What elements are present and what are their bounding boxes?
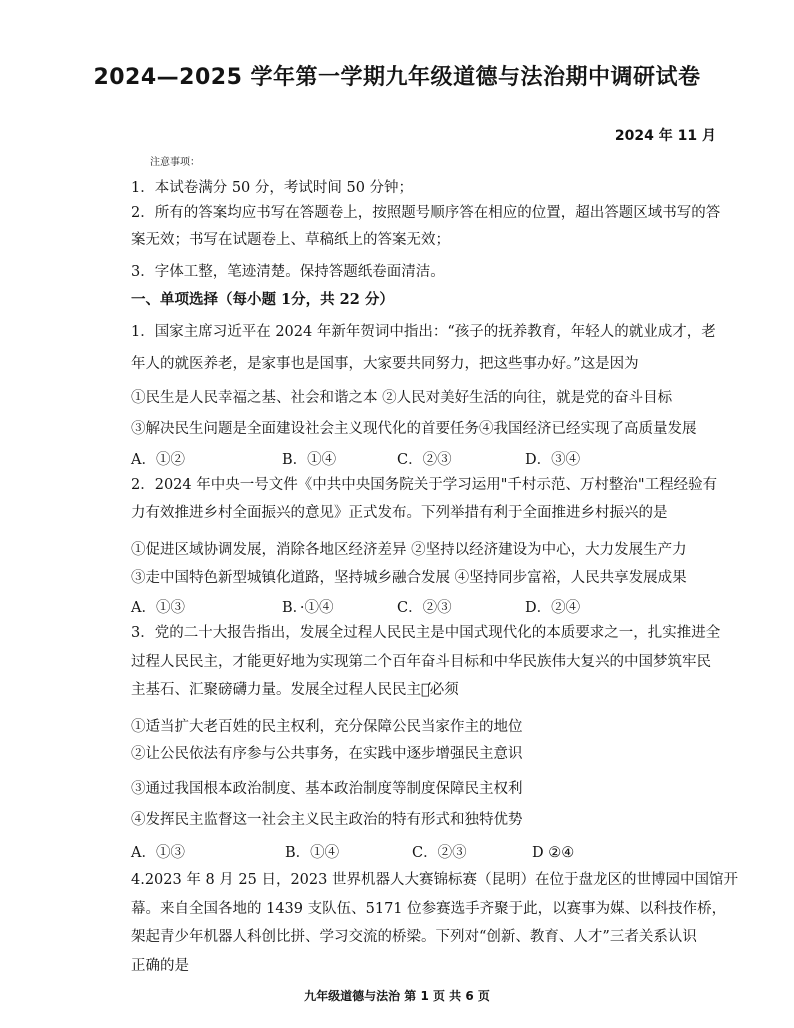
q2-item-2: ③走中国特色新型城镇化道路，坚持城乡融合发展 ④坚持同步富裕，人民共享发展成果: [131, 570, 687, 586]
exam-date: 2024 年 11 月: [614, 128, 716, 144]
q3-stem-2: 过程人民民主，才能更好地为实现第二个百年奋斗目标和中华民族伟大复兴的中国梦筑牢民: [131, 654, 711, 670]
notice-heading: 注意事项：: [150, 157, 200, 168]
q3-choice-b[interactable]: B．①④: [285, 845, 340, 861]
q3-item-2: ②让公民依法有序参与公共事务，在实践中逐步增强民主意识: [131, 746, 523, 762]
notice-line-2: 2．所有的答案均应书写在答题卷上，按照题号顺序答在相应的位置，超出答题区域书写的答: [131, 205, 721, 221]
q1-choice-c[interactable]: C．②③: [397, 452, 452, 468]
q4-stem-1: 4.2023 年 8 月 25 日，2023 世界机器人大赛锦标赛（昆明）在位于盘龙区的世博园中国馆开: [131, 872, 738, 888]
notice-line-4: 3．字体工整，笔迹清楚。保持答题纸卷面清洁。: [131, 264, 445, 280]
q4-stem-2: 幕。来自全国各地的 1439 支队伍、5171 位参赛选手齐聚于此，以赛事为媒、以科技作桥，: [131, 901, 727, 917]
q2-stem-2: 力有效推进乡村全面振兴的意见》正式发布。下列举措有利于全面推进乡村振兴的是: [131, 505, 668, 521]
q2-choice-a[interactable]: A．①③: [131, 600, 185, 616]
section-heading: 一、单项选择（每小题 1分，共 22 分）: [131, 291, 394, 308]
q3-item-3: ③通过我国根本政治制度、基本政治制度等制度保障民主权利: [131, 781, 523, 797]
q4-stem-4: 正确的是: [131, 958, 189, 974]
q1-choice-b[interactable]: B．①④: [282, 452, 337, 468]
q3-choice-c[interactable]: C．②③: [412, 845, 467, 861]
q1-choice-a[interactable]: A．①②: [131, 452, 185, 468]
notice-line-3: 案无效；书写在试题卷上、草稿纸上的答案无效；: [131, 232, 450, 248]
q3-item-1: ①适当扩大老百姓的民主权利，充分保障公民当家作主的地位: [131, 719, 523, 735]
q2-choice-d[interactable]: D．②④: [525, 600, 581, 616]
q3-item-4: ④发挥民主监督这一社会主义民主政治的特有形式和独特优势: [131, 812, 523, 828]
q4-stem-3: 架起青少年机器人科创比拼、学习交流的桥梁。下列对“创新、教育、人才”三者关系认识: [131, 929, 697, 945]
page-title: 2024—2025 学年第一学期九年级道德与法治期中调研试卷: [93, 65, 701, 90]
q3-stem-3: 主基石、汇聚磅礴力量。发展全过程人民民主，̕必须: [131, 682, 459, 698]
q2-stem-1: 2．2024 年中央一号文件《中共中央国务院关于学习运用"千村示范、万村整治"工程经验有: [131, 477, 718, 493]
q1-item-2: ③解决民生问题是全面建设社会主义现代化的首要任务④我国经济已经实现了高质量发展: [131, 421, 697, 437]
notice-line-1: 1．本试卷满分 50 分，考试时间 50 分钟；: [131, 180, 414, 196]
q1-stem-2: 年人的就医养老，是家事也是国事，大家要共同努力，把这些事办好。”这是因为: [131, 356, 639, 372]
q1-choice-d[interactable]: D．③④: [525, 452, 581, 468]
q2-choice-b[interactable]: B．·①④: [282, 600, 334, 616]
q2-item-1: ①促进区域协调发展，消除各地区经济差异 ②坚持以经济建设为中心，大力发展生产力: [131, 542, 687, 558]
q2-choice-c[interactable]: C．②③: [397, 600, 452, 616]
q3-stem-1: 3．党的二十大报告指出，发展全过程人民民主是中国式现代化的本质要求之一，扎实推进全: [131, 625, 721, 641]
page-footer: 九年级道德与法治 第 1 页 共 6 页: [304, 989, 490, 1003]
q1-item-1: ①民生是人民幸福之基、社会和谐之本 ②人民对美好生活的向往，就是党的奋斗目标: [131, 390, 673, 406]
q3-choice-d[interactable]: D ②④: [532, 845, 575, 861]
q3-choice-a[interactable]: A．①③: [131, 845, 185, 861]
q1-stem-1: 1．国家主席习近平在 2024 年新年贺词中指出：“孩子的抚养教育，年轻人的就业成才，老: [131, 324, 716, 340]
